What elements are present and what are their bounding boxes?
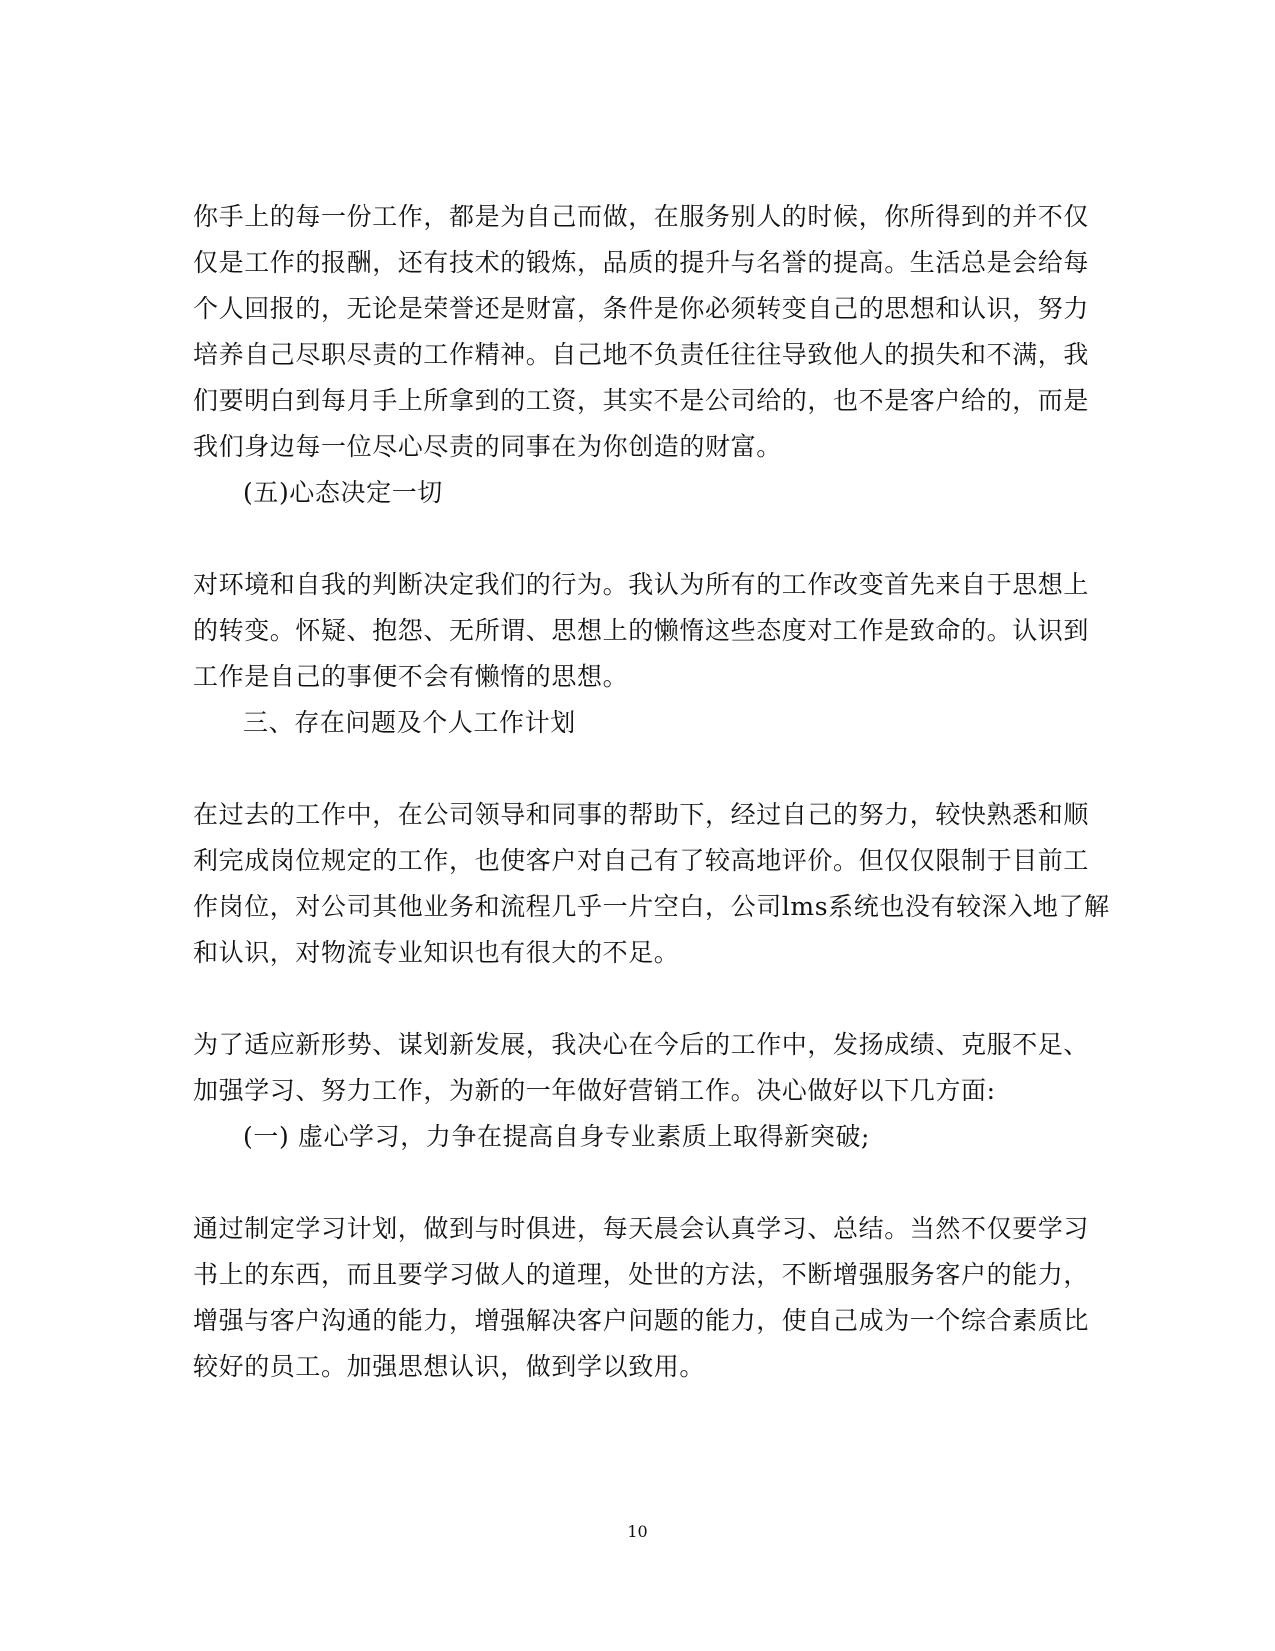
paragraph-line: 较好的员工。加强思想认识，做到学以致用。 [193, 1352, 706, 1381]
paragraph-line: 通过制定学习计划，做到与时俱进，每天晨会认真学习、总结。当然不仅要学习 [193, 1214, 1090, 1243]
section-heading: (一) 虚心学习，力争在提高自身专业素质上取得新突破; [243, 1122, 871, 1151]
page-number: 10 [627, 1522, 648, 1541]
paragraph-line: 培养自己尽职尽责的工作精神。自己地不负责任往往导致他人的损失和不满，我 [193, 340, 1090, 369]
paragraph-line: 的转变。怀疑、抱怨、无所谓、思想上的懒惰这些态度对工作是致命的。认识到 [193, 616, 1090, 645]
paragraph-line: 仅是工作的报酬，还有技术的锻炼，品质的提升与名誉的提高。生活总是会给每 [193, 248, 1090, 277]
paragraph-line: 在过去的工作中，在公司领导和同事的帮助下，经过自己的努力，较快熟悉和顺 [193, 800, 1090, 829]
paragraph-line: 工作是自己的事便不会有懒惰的思想。 [193, 662, 629, 691]
paragraph-line: 对环境和自我的判断决定我们的行为。我认为所有的工作改变首先来自于思想上 [193, 570, 1090, 599]
paragraph-line: 和认识，对物流专业知识也有很大的不足。 [193, 938, 680, 967]
paragraph-line: 作岗位，对公司其他业务和流程几乎一片空白，公司lms系统也没有较深入地了解 [193, 892, 1110, 921]
paragraph-line: 个人回报的，无论是荣誉还是财富，条件是你必须转变自己的思想和认识，努力 [193, 294, 1090, 323]
paragraph-line: 为了适应新形势、谋划新发展，我决心在今后的工作中，发扬成绩、克服不足、 [193, 1030, 1090, 1059]
paragraph-line: 书上的东西，而且要学习做人的道理，处世的方法，不断增强服务客户的能力， [193, 1260, 1090, 1289]
section-heading: 三、存在问题及个人工作计划 [243, 708, 576, 737]
section-heading: (五)心态决定一切 [243, 478, 443, 507]
paragraph-line: 增强与客户沟通的能力，增强解决客户问题的能力，使自己成为一个综合素质比 [193, 1306, 1090, 1335]
paragraph-line: 们要明白到每月手上所拿到的工资，其实不是公司给的，也不是客户给的，而是 [193, 386, 1090, 415]
paragraph-line: 加强学习、努力工作，为新的一年做好营销工作。决心做好以下几方面: [193, 1076, 996, 1105]
paragraph-line: 利完成岗位规定的工作，也使客户对自己有了较高地评价。但仅仅限制于目前工 [193, 846, 1090, 875]
paragraph-line: 你手上的每一份工作，都是为自己而做，在服务别人的时候，你所得到的并不仅 [193, 202, 1090, 231]
paragraph-line: 我们身边每一位尽心尽责的同事在为你创造的财富。 [193, 432, 782, 461]
